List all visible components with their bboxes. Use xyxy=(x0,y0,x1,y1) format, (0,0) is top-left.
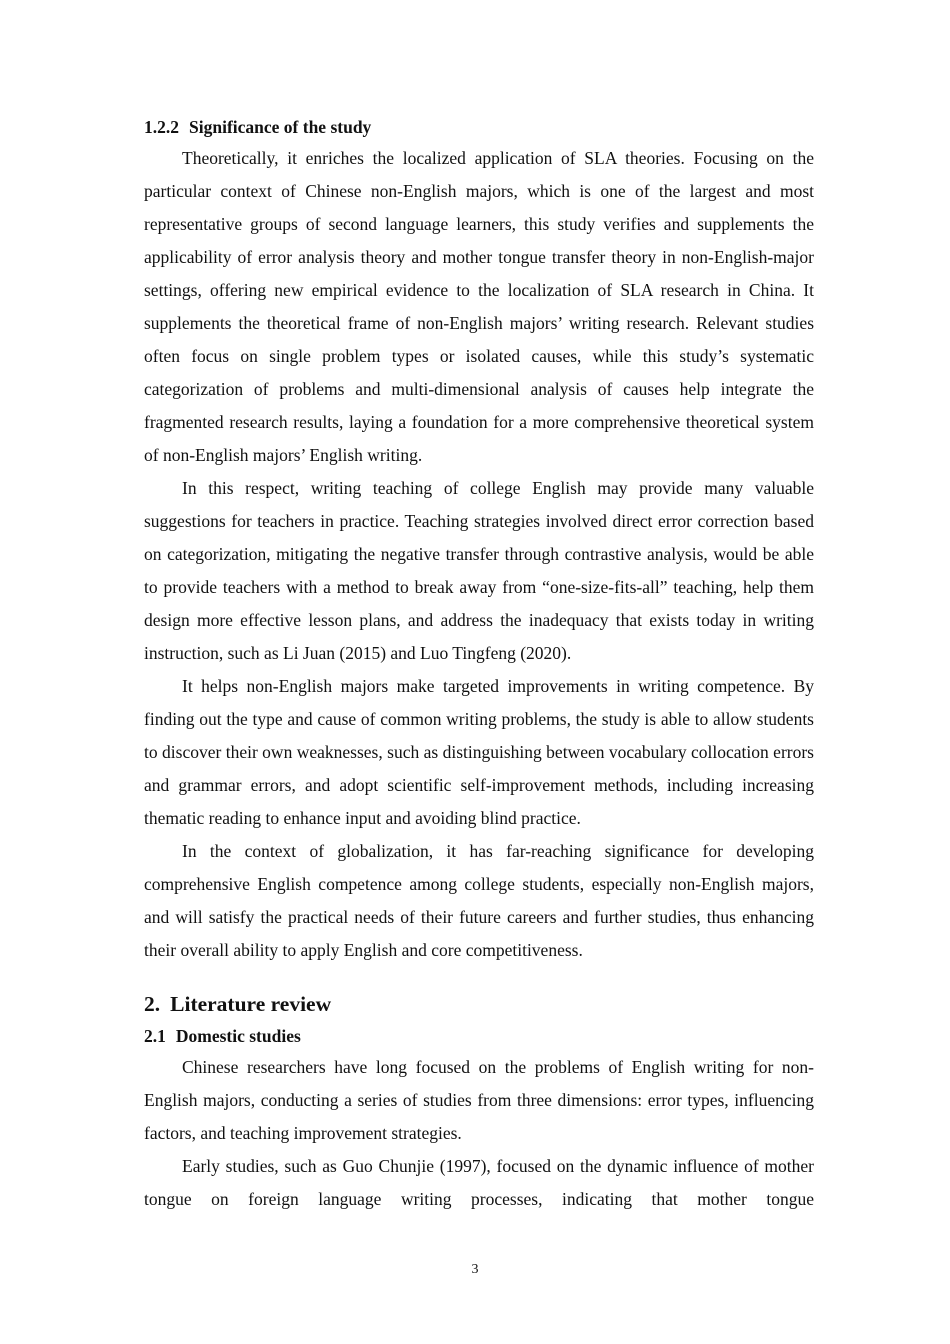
paragraph: Chinese researchers have long focused on the problems of English writing for non-English majors, conducting a series of studies from three dimensions: error types, influencing factors, and teaching improvement strategies. xyxy=(144,1057,814,1143)
section-heading-1-2-2 xyxy=(144,112,814,142)
page-number: 3 xyxy=(471,1262,479,1277)
paragraph: In the context of globalization, it has far-reaching significance for developing comprehensive English competence among college students, especially non-English majors, and will satisfy the practical needs of their future careers and further studies, thus enhancing their overall ability to apply English and core competitiveness. xyxy=(144,841,814,960)
section-heading-2-1 xyxy=(144,1021,814,1051)
chapter-title: Literature review xyxy=(170,992,332,1016)
section-title: Domestic studies xyxy=(175,1026,301,1046)
paragraph-continued: Early studies, such as Guo Chunjie (1997), focused on the dynamic influence of mother tongue on foreign language writing processes, indicating that mother tongue xyxy=(144,1156,814,1209)
paragraph: Theoretically, it enriches the localized application of SLA theories. Focusing on the particular context of Chinese non-English majors, which is one of the largest and most representative groups of second language learners, this study verifies and supplements the applicability of error analysis theory and mother tongue transfer theory in non-English-major settings, offering new empirical evidence to the localization of SLA research in China. It supplements the theoretical frame of non-English majors’ writing research. Relevant studies often focus on single problem types or isolated causes, while this study’s systematic categorization of problems and multi-dimensional analysis of causes help integrate the fragmented research results, laying a foundation for a more comprehensive theoretical system of non-English majors’ English writing. xyxy=(144,148,814,465)
document-page xyxy=(144,112,814,1216)
section-title: Significance of the study xyxy=(189,117,372,137)
section-number: 2.1 xyxy=(144,1026,166,1046)
chapter-heading-2 xyxy=(144,989,814,1019)
section-number: 1.2.2 xyxy=(144,117,179,137)
chapter-number: 2. xyxy=(144,992,161,1016)
paragraph: In this respect, writing teaching of college English may provide many valuable suggestions for teachers in practice. Teaching strategies involved direct error correction based on categorization, mitigating the negative transfer through contrastive analysis, would be able to provide teachers with a method to break away from “one-size-fits-all” teaching, help them design more effective lesson plans, and address the inadequacy that exists today in writing instruction, such as Li Juan (2015) and Luo Tingfeng (2020). xyxy=(144,478,814,663)
paragraph: It helps non-English majors make targeted improvements in writing competence. By finding out the type and cause of common writing problems, the study is able to allow students to discover their own weaknesses, such as distinguishing between vocabulary collocation errors and grammar errors, and adopt scientific self-improvement methods, including increasing thematic reading to enhance input and avoiding blind practice. xyxy=(144,676,814,828)
